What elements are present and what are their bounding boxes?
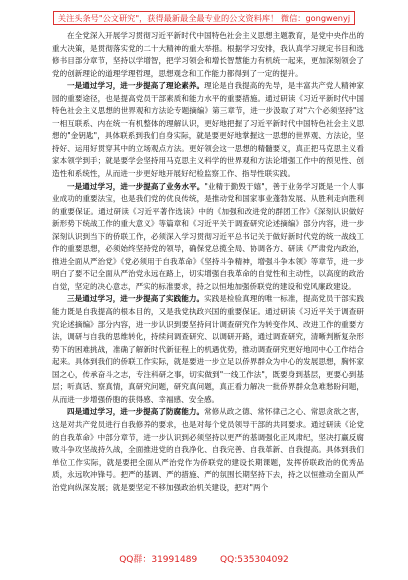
- paragraph-anticorruption: [52, 406, 364, 494]
- footer-contact: [0, 554, 408, 566]
- paragraph-text: 在全党深入开展学习贯彻习近平新时代中国特色社会主义思想主题教育，是党中央作出的重大决策，是贯彻落实党的二十大精神的重大举措。根据学习安排，我认真学习规定书目和选修书目部分章节，坚持以学增智，把学习领会和增长智慧能力有机统一起来，更加深刻领会了党的创新理论的道理学理哲理，思想观念和工作能力都得到了一定的提升。: [52, 31, 364, 78]
- paragraph-text: 理论是自我提高的先导，是丰富共产党人精神家园的重要途径，也是提高党员干部素质和能力水平的重要措施。通过研读《习近平新时代中国特色社会主义思想的世界观和方法论专题摘编》第三章节，进一步汲取了对"六个必须坚持"这一相互联系、内在统一有机整体的理解认识，更好地把握了习近平新时代中国特色社会主义思想的"金钥匙"，具体联系到我们自身实际，就是要更好地掌握这一思想的世界观、方法论，坚持好、运用好贯穿其中的立场观点方法。更好领会这一思想的精髓要义，真正把马克思主义看家本领学到手；就是要学会坚持用马克思主义科学的世界观和方法论增强工作中的预见性、创造性和系统性，从而进一步更好地开展好纪检监察工作、指导性联实践。: [52, 81, 364, 179]
- paragraph-heading: 三是通过学习，进一步提高了实践能力。: [67, 294, 205, 304]
- paragraph-text: 常修从政之德、常怀律己之心、常思贪欲之害，这是对共产党员进行自我修养的要求，也是对每个党员领导干部的共同要求。通过研读《论党的自我革命》中部分章节，进一步认识到必须坚持以更严的基调强化正风肃纪，坚决打赢反腐败斗争攻坚战持久战，全面推进党的自我净化、自我完善、自我革新、自我提高。具体到我们单位工作实际，就是要把全面从严治党作为侨联党的建设长期课题，发挥侨联政治的优秀品质，永远吹冲锋号。把严的基调、严的措施、严的氛围长期坚持下去，持之以恒推动全面从严治党向纵深发展；就是要坚定不移加强政治机关建设，把对"两个: [52, 407, 364, 492]
- paragraph-business: [52, 181, 364, 294]
- paragraph-heading: 一是通过学习，进一步提高了业务水平。: [67, 181, 205, 191]
- paragraph-heading: 一是通过学习，进一步提高了理论素养。: [67, 81, 205, 91]
- header-banner: [0, 6, 408, 25]
- paragraph-intro: [52, 30, 364, 80]
- qq-text: QQ:535304092: [220, 555, 289, 565]
- document-body: [52, 30, 364, 494]
- paragraph-theory: [52, 80, 364, 180]
- paragraph-practice: [52, 293, 364, 406]
- paragraph-heading: 四是通过学习，进一步提高了防腐能力。: [67, 407, 205, 417]
- paragraph-text: "业精于勤毁于嬉"，善于业务学习既是一个人事业成功的重要法宝，也是我们党的优良传统，是推动党和国家事业蓬勃发展、从胜利走向胜利的重要保证。通过研读《习近平著作选读》中的《加强和改进党的群团工作》《深刻认识做好新形势下统战工作的重大意义》等篇章和《习近平关于调查研究论述摘编》部分内容，进一步深刻认识到当下的侨联工作，必须深入学习贯彻习近平总书记关于做好新时代党的统一战线工作的重要思想，必须始终坚持党的领导，确保党总揽全局、协调各方、研读《严肃党内政治，推进全面从严治党》《党必须用于自我革命》《坚持斗争精神，增强斗争本领》等章节，进一步明白了要不记全面从严治党永远在路上，切实增强自我革命的自觉性和主动性，以高度的政治自觉，坚定的决心意志，严实的标准要求，持之以恒地加强侨联党的建设和党风廉政建设。: [52, 181, 364, 291]
- qq-group-text: QQ群：31991489: [119, 555, 198, 565]
- banner-text: 关注头条号"公文研究"，获得最新最全最专业的公文资料库！ 微信：gongwenyj: [53, 11, 355, 25]
- paragraph-text: 实践是检验真理的唯一标准，提高党员干部实践能力既是自我提高的根本目的，又是我党执政兴国的重要保证。通过研读《习近平关于调查研究论述摘编》部分内容，进一步认识到要坚持问计调查研究作为转变作风、改进工作的重要方法，调研与自我的思维转化，持续问调查研究、以调研开路，通过调查研究，清晰判断复杂形势下的困难挑战，准确了解新时代新征程上的机遇优势，推动调查研究更好地同中心工作结合起来。具体到我们的侨联工作实际，就是要进一步立足以侨界群众为中心的发展思想，胸怀家国之心，传承奋斗之志，专注科研之事，切实做到"一线工作法"，既要身到基层，更要心到基层；听真话、察真情，真研究问题，研究真问题，真正看力解决一批侨界群众急难愁盼问题，从而进一步增强侨胞的获得感、幸福感、安全感。: [52, 294, 364, 404]
